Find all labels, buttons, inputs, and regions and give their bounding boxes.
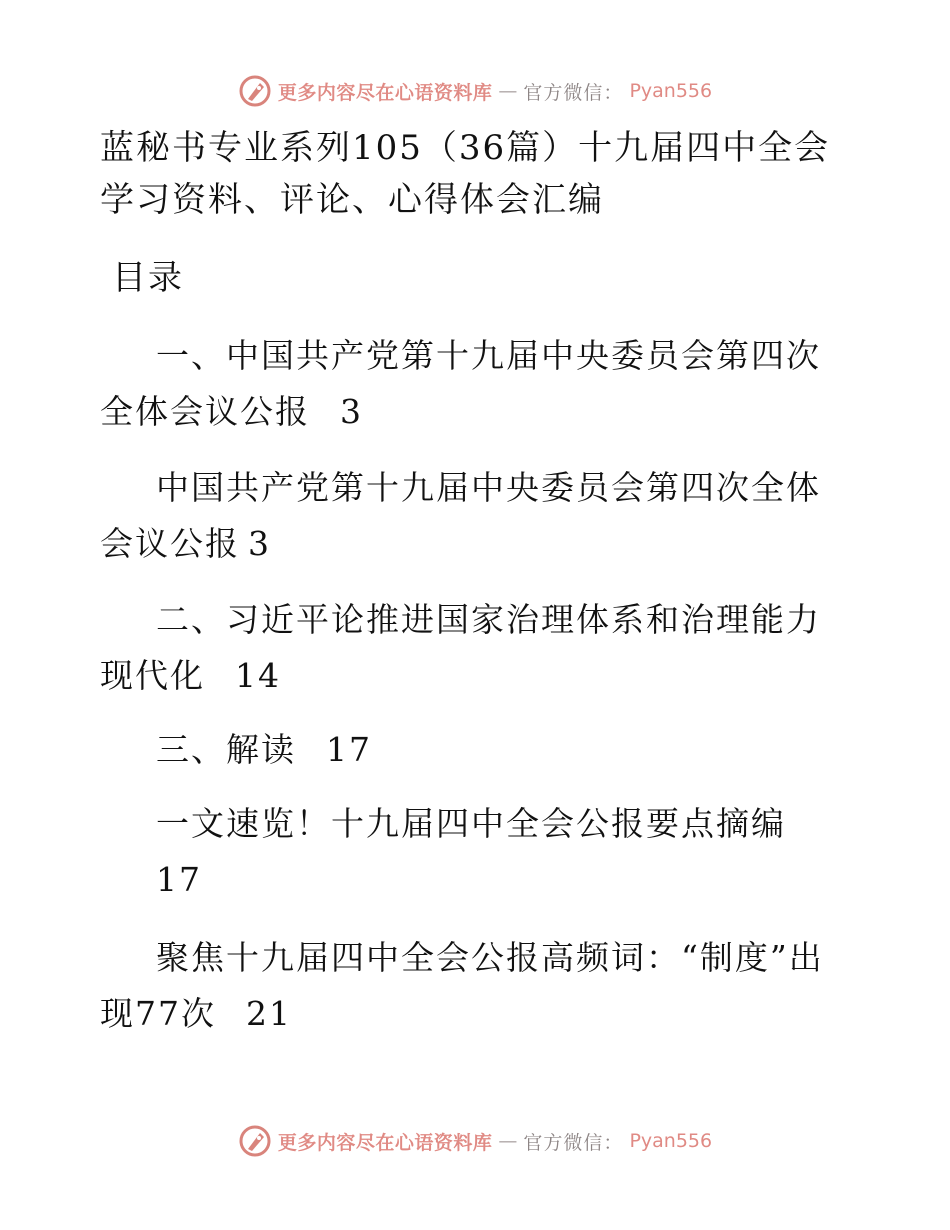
toc-entry-text: 中国共产党第十九届中央委员会第四次全体会议公报 [100, 468, 821, 563]
watermark-account-id: Pyan556 [629, 1130, 713, 1152]
pen-nib-logo-icon [238, 74, 272, 108]
toc-entry-text: 聚焦十九届四中全会公报高频词：“制度”出现77次 [100, 938, 824, 1033]
toc-entry-page: 17 [326, 730, 372, 769]
toc-entry-page: 21 [246, 994, 292, 1033]
toc-entry-2 [100, 460, 845, 572]
toc-entry-5 [100, 796, 845, 908]
toc-entry-text: 三、解读 [156, 730, 296, 769]
toc-heading: 目录 [112, 258, 184, 298]
toc-entry-page: 17 [156, 860, 202, 899]
watermark-header [0, 71, 950, 111]
toc-entry-4 [100, 722, 845, 778]
watermark-main-text: 更多内容尽在心语资料库 [277, 1131, 493, 1154]
watermark-separator: — [498, 80, 518, 102]
watermark-account-id: Pyan556 [629, 80, 713, 102]
document-title: 蓝秘书专业系列105（36篇）十九届四中全会学习资料、评论、心得体会汇编 [100, 128, 831, 220]
toc-entry-3 [100, 592, 845, 704]
watermark-note-label: 官方微信： [523, 81, 624, 104]
toc-entry-text: 二、习近平论推进国家治理体系和治理能力现代化 [100, 600, 821, 695]
watermark-note-label: 官方微信： [523, 1131, 624, 1154]
toc-entry-text: 一文速览！十九届四中全会公报要点摘编 [156, 804, 786, 843]
toc-entry-text: 一、中国共产党第十九届中央委员会第四次全体会议公报 [100, 336, 821, 431]
pen-nib-logo-icon [238, 1124, 272, 1158]
toc-entry-page: 3 [340, 392, 363, 431]
toc-entry-page: 14 [235, 656, 281, 695]
toc-entry-page: 3 [248, 524, 271, 563]
watermark-separator: — [498, 1130, 518, 1152]
toc-entry-6 [100, 930, 845, 1042]
watermark-main-text: 更多内容尽在心语资料库 [277, 81, 493, 104]
watermark-footer [0, 1121, 950, 1161]
toc-entry-1 [100, 328, 845, 440]
